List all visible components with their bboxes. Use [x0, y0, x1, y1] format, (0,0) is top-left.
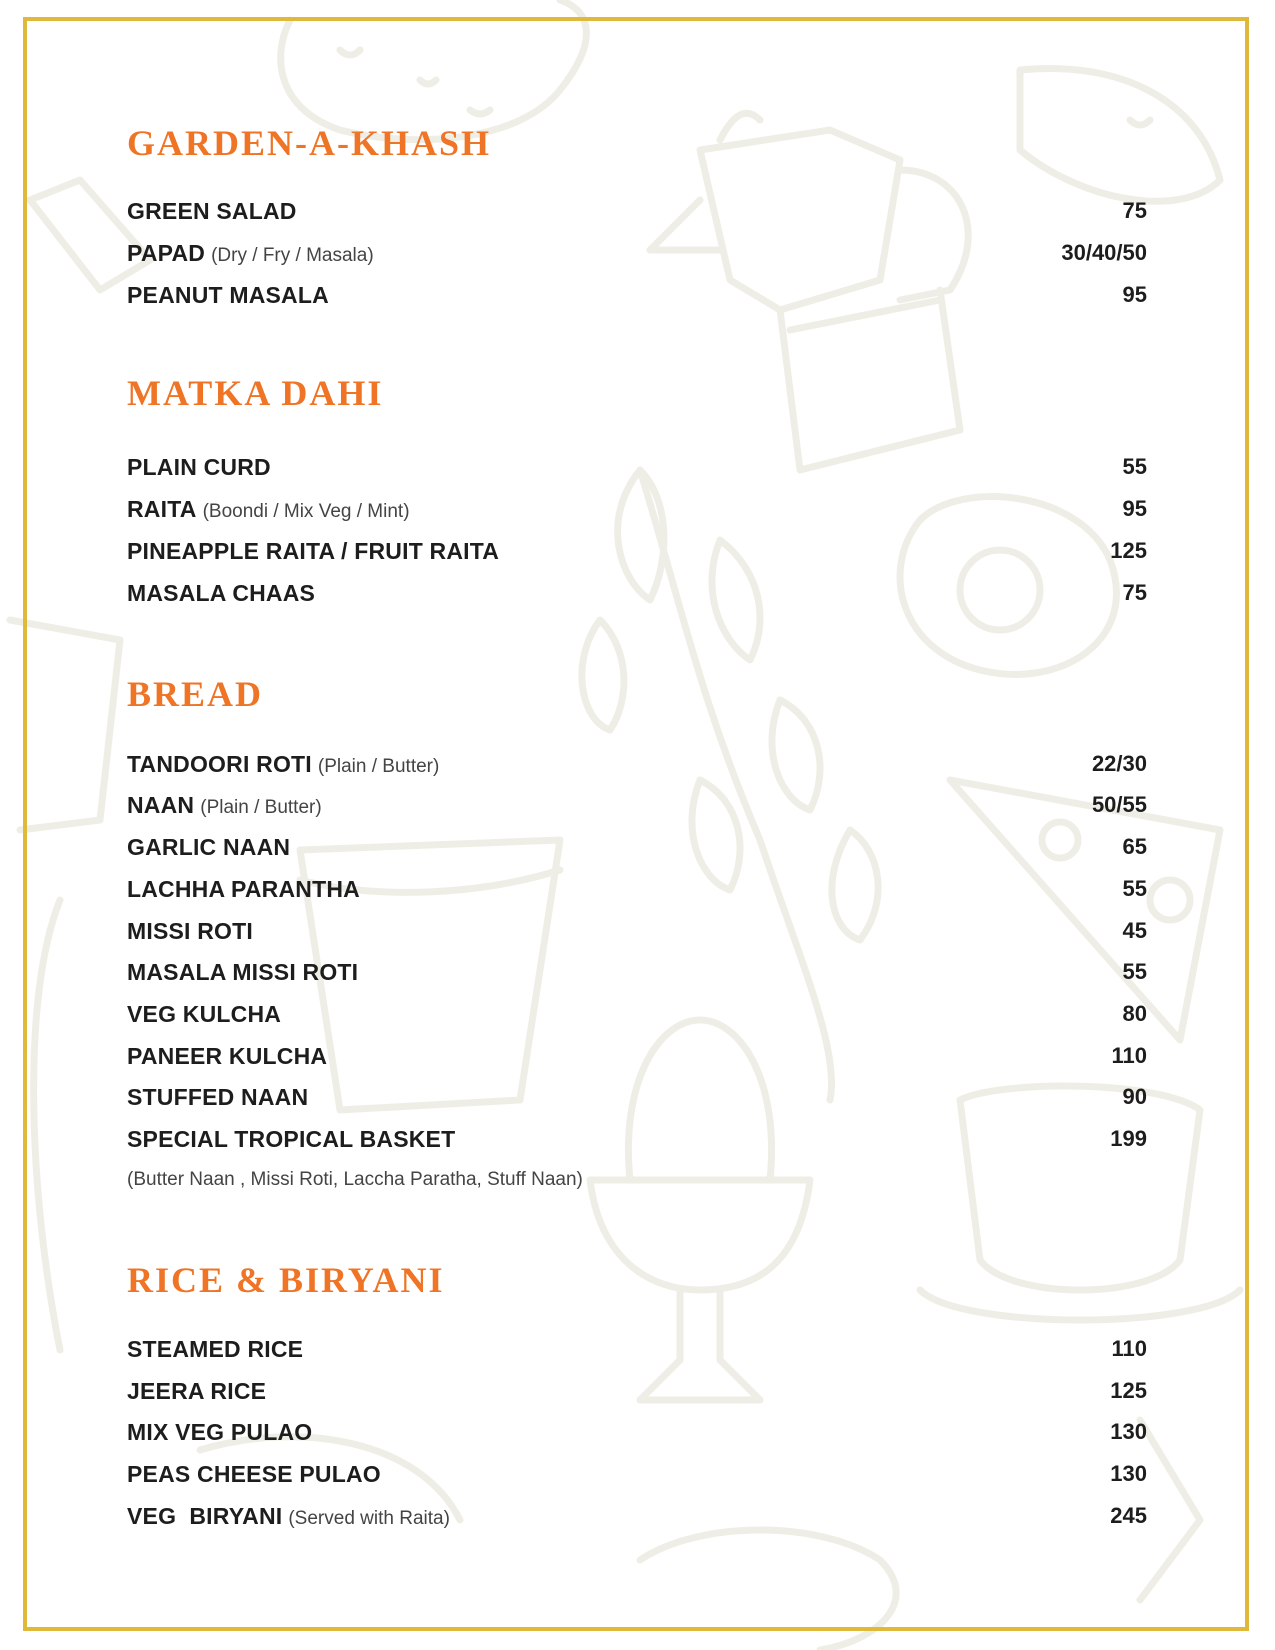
item-price: 55 [1122, 454, 1147, 479]
item-price: 80 [1122, 1001, 1147, 1026]
item-name: PAPAD [127, 239, 206, 266]
item-name: MASALA CHAAS [127, 579, 316, 606]
item-price: 125 [1110, 1378, 1147, 1403]
menu-item [127, 749, 1147, 779]
section-title-garden-a-khash: GARDEN-A-KHASH [127, 123, 492, 163]
section-title-rice-biryani: RICE & BIRYANI [127, 1260, 445, 1300]
item-price: 45 [1122, 918, 1147, 943]
item-name: RAITA [127, 495, 197, 522]
menu-item [127, 999, 1147, 1029]
section-title-matka-dahi: MATKA DAHI [127, 373, 384, 413]
item-name: GARLIC NAAN [127, 833, 291, 860]
menu-item [127, 536, 1147, 566]
item-name: PINEAPPLE RAITA / FRUIT RAITA [127, 537, 500, 564]
item-price: 110 [1111, 1336, 1147, 1361]
menu-item [127, 1417, 1147, 1447]
menu-item [127, 494, 1147, 524]
item-name: GREEN SALAD [127, 197, 297, 224]
menu-item [127, 874, 1147, 904]
item-price: 22/30 [1091, 751, 1147, 776]
item-price: 75 [1122, 198, 1147, 223]
menu-item [127, 957, 1147, 987]
item-price: 55 [1122, 876, 1147, 901]
menu-item [127, 1334, 1147, 1364]
menu-item [127, 578, 1147, 608]
item-price: 130 [1110, 1419, 1147, 1444]
item-price: 90 [1122, 1084, 1147, 1109]
item-note: (Butter Naan , Missi Roti, Laccha Paratha, Stuff Naan) [127, 1169, 583, 1190]
menu-item [127, 916, 1147, 946]
item-price: 199 [1110, 1126, 1147, 1151]
menu-item [127, 280, 1147, 310]
item-name: MISSI ROTI [127, 917, 253, 944]
item-price: 110 [1111, 1043, 1147, 1068]
item-detail: (Plain / Butter) [200, 796, 322, 818]
menu-item [127, 1124, 1147, 1154]
item-price: 65 [1122, 834, 1147, 859]
menu-item [127, 238, 1147, 268]
item-price: 30/40/50 [1061, 240, 1147, 265]
item-detail: (Plain / Butter) [317, 755, 440, 777]
item-name: PEAS CHEESE PULAO [127, 1460, 381, 1487]
menu-item [127, 790, 1147, 820]
menu-item [127, 196, 1147, 226]
item-name: LACHHA PARANTHA [127, 875, 360, 902]
item-price: 125 [1110, 538, 1147, 563]
item-name: STEAMED RICE [127, 1335, 304, 1362]
item-price: 95 [1122, 496, 1147, 521]
item-detail: (Served with Raita) [288, 1507, 450, 1529]
item-name: JEERA RICE [127, 1377, 267, 1404]
item-price: 130 [1110, 1461, 1147, 1486]
menu-item [127, 1376, 1147, 1406]
menu-item [127, 1041, 1147, 1071]
menu-item [127, 452, 1147, 482]
item-price: 245 [1110, 1503, 1147, 1528]
section-title-bread: BREAD [127, 674, 264, 714]
item-price: 75 [1122, 580, 1147, 605]
menu-item [127, 1459, 1147, 1489]
item-price: 55 [1122, 959, 1147, 984]
menu-item [127, 1082, 1147, 1112]
item-name: TANDOORI ROTI [127, 750, 312, 777]
item-detail: (Boondi / Mix Veg / Mint) [202, 500, 410, 522]
item-name: PEANUT MASALA [127, 281, 329, 308]
item-price: 50/55 [1091, 792, 1147, 817]
item-name: MIX VEG PULAO [127, 1418, 313, 1445]
item-name: PANEER KULCHA [127, 1042, 328, 1069]
item-name: SPECIAL TROPICAL BASKET [127, 1125, 456, 1152]
menu-item [127, 832, 1147, 862]
item-detail: (Dry / Fry / Masala) [211, 244, 374, 266]
item-name: VEG BIRYANI [127, 1502, 283, 1529]
item-name: VEG KULCHA [127, 1000, 282, 1027]
item-name: PLAIN CURD [127, 453, 271, 480]
menu-item [127, 1501, 1147, 1531]
item-name: NAAN [127, 791, 195, 818]
item-name: MASALA MISSI ROTI [127, 958, 359, 985]
item-name: STUFFED NAAN [127, 1083, 309, 1110]
item-price: 95 [1122, 282, 1147, 307]
